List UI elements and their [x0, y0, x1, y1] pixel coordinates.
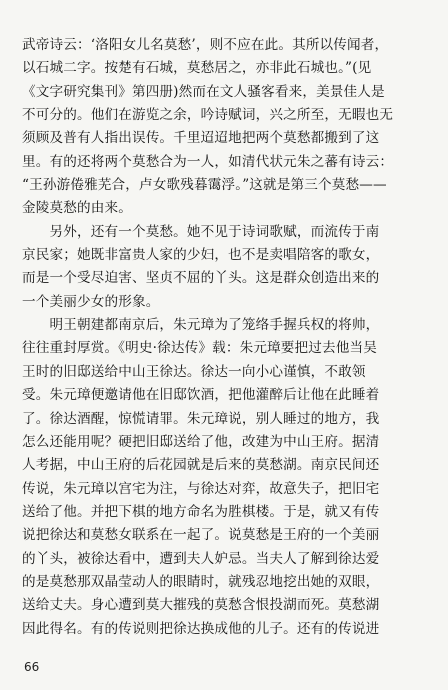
text-line: 往往重封厚赏。《明史·徐达传》载：朱元璋要把过去他当吴	[22, 340, 378, 357]
text-line: 王时的旧邸送给中山王徐达。徐达一向小心谨慎，不敢领	[22, 363, 366, 380]
page-number: 66	[24, 660, 40, 674]
text-line: 另外，还有一个莫愁。她不见于诗词歌赋，而流传于南	[22, 223, 380, 240]
text-line: 人考据，中山王府的后花园就是后来的莫愁湖。南京民间还	[22, 457, 380, 474]
body-text	[22, 34, 430, 641]
text-line: 的是莫愁那双晶莹动人的眼睛时，就残忍地挖出她的双眼，	[22, 573, 380, 590]
text-line: 武帝诗云：‘洛阳女儿名莫愁’，则不应在此。其所以传闻者，	[22, 37, 389, 53]
text-line: 传说，朱元璋以宫宅为注，与徐达对弈，故意失子，把旧宅	[22, 480, 380, 497]
text-line: 以石城二字。按楚有石城，莫愁居之，亦非此石城也。”(见	[22, 60, 372, 77]
text-line: 送给丈夫。身心遭到莫大摧残的莫愁含恨投湖而死。莫愁湖	[22, 597, 380, 614]
text-line: 了。徐达酒醒，惊慌请罪。朱元璋说，别人睡过的地方，我	[22, 410, 380, 427]
text-line: 因此得名。有的传说则把徐达换成他的儿子。还有的传说进	[22, 620, 380, 637]
text-line: 的丫头，被徐达看中，遭到夫人妒忌。当夫人了解到徐达爱	[22, 550, 380, 567]
text-line: 里。有的还将两个莫愁合为一人，如清代状元朱之蕃有诗云：	[22, 153, 394, 170]
text-line: 受。朱元璋便邀请他在旧邸饮酒，把他灌醉后让他在此睡着	[22, 387, 380, 404]
text-line: 而是一个受尽迫害、坚贞不屈的丫头。这是群众创造出来的	[22, 270, 380, 287]
text-line: 怎么还能用呢？硬把旧邸送给了他，改建为中山王府。据清	[22, 433, 380, 450]
text-line: 《文字研究集刊》第四册)然而在文人骚客看来，美景佳人是	[22, 83, 385, 100]
text-line: 金陵莫愁的由来。	[22, 200, 132, 217]
text-line: “王孙游倦雅芜合，卢女歌残暮霭浮。”这就是第三个莫愁——	[22, 177, 387, 194]
text-line: 京民家；她既非富贵人家的少妇，也不是卖唱陪客的歌女，	[22, 247, 380, 264]
text-line: 送给了他。并把下棋的地方命名为胜棋楼。于是，就又有传	[22, 503, 380, 520]
text-line: 不可分的。他们在游览之余，吟诗赋词，兴之所至，无暇也无	[22, 107, 394, 124]
text-line: 一个美丽少女的形象。	[22, 293, 160, 310]
text-line: 说把徐达和莫愁女联系在一起了。说莫愁是王府的一个美丽	[22, 527, 380, 544]
text-line: 须顾及普有人指出误传。千里迢迢地把两个莫愁都搬到了这	[22, 130, 380, 147]
text-line: 明王朝建都南京后，朱元璋为了笼络手握兵权的将帅，	[22, 317, 380, 334]
